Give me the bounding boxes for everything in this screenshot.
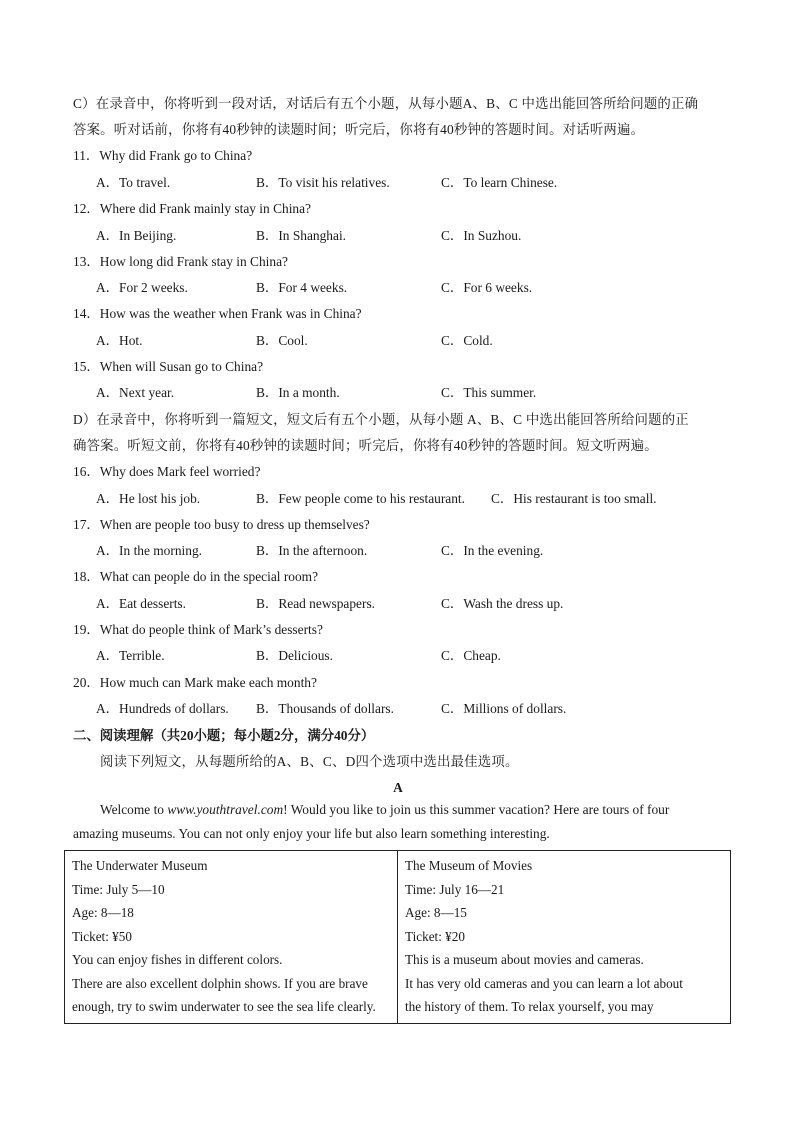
question-20-options: [96, 700, 736, 718]
intro-before-url: Welcome to: [100, 802, 168, 817]
reading-section-title: 二、阅读理解（共20小题；每小题2分，满分40分）: [73, 728, 375, 743]
question-12-option-c[interactable]: C．In Suzhou.: [441, 228, 522, 243]
reading-instruction: 阅读下列短文，从每题所给的A、B、C、D四个选项中选出最佳选项。: [100, 754, 519, 769]
question-18-option-c[interactable]: C．Wash the dress up.: [441, 596, 564, 611]
question-14-options: [96, 332, 736, 350]
question-11-options: [96, 174, 736, 192]
question-16-option-b[interactable]: B．Few people come to his restaurant.: [256, 491, 465, 506]
question-17-option-b[interactable]: B．In the afternoon.: [256, 543, 368, 558]
section-c-instruction-line2: 答案。听对话前，你将有40秒钟的读题时间；听完后，你将有40秒钟的答题时间。对话听两遍。: [73, 122, 645, 137]
question-12-stem: 12．Where did Frank mainly stay in China?: [73, 201, 312, 216]
question-13-stem: 13．How long did Frank stay in China?: [73, 254, 288, 269]
question-18-options: [96, 595, 736, 613]
museum-tours-table: [64, 850, 731, 1024]
tour-cell-museum-of-movies: [398, 851, 731, 1024]
intro-after-url: ! Would you like to join us this summer vacation? Here are tours of four: [283, 802, 670, 817]
question-19-option-c[interactable]: C．Cheap.: [441, 648, 501, 663]
tour-description-line: This is a museum about movies and cameras.: [405, 952, 644, 967]
passage-label: A: [393, 780, 403, 795]
section-d-instruction-line1: D）在录音中，你将听到一篇短文，短文后有五个小题，从每小题 A、B、C 中选出能回答所给问题的正: [73, 412, 689, 427]
question-14-option-a[interactable]: A．Hot.: [96, 333, 143, 348]
question-15-option-a[interactable]: A．Next year.: [96, 385, 175, 400]
question-12-option-a[interactable]: A．In Beijing.: [96, 228, 177, 243]
question-17-options: [96, 542, 736, 560]
tour-time: Time: July 5—10: [72, 881, 165, 897]
question-11-option-b[interactable]: B．To visit his relatives.: [256, 175, 390, 190]
tour-cell-underwater-museum: [65, 851, 398, 1024]
tour-description-line: the history of them. To relax yourself, you may: [405, 999, 654, 1014]
section-d-instruction-line2: 确答案。听短文前，你将有40秒钟的读题时间；听完后，你将有40秒钟的答题时间。短文听两遍。: [73, 438, 658, 453]
question-14-stem: 14．How was the weather when Frank was in China?: [73, 306, 362, 321]
question-18-option-b[interactable]: B．Read newspapers.: [256, 596, 375, 611]
question-14-option-c[interactable]: C．Cold.: [441, 333, 493, 348]
question-20-stem: 20．How much can Mark make each month?: [73, 675, 317, 690]
question-17-option-c[interactable]: C．In the evening.: [441, 543, 544, 558]
question-20-option-a[interactable]: A．Hundreds of dollars.: [96, 701, 229, 716]
question-11-stem: 11．Why did Frank go to China?: [73, 148, 253, 163]
question-15-option-c[interactable]: C．This summer.: [441, 385, 537, 400]
tour-description-line: enough, try to swim underwater to see the sea life clearly.: [72, 999, 376, 1014]
tour-age: Age: 8—15: [405, 905, 467, 920]
question-14-option-b[interactable]: B．Cool.: [256, 333, 308, 348]
question-11-option-a[interactable]: A．To travel.: [96, 175, 171, 190]
question-16-option-a[interactable]: A．He lost his job.: [96, 491, 201, 506]
question-18-stem: 18．What can people do in the special room?: [73, 569, 319, 584]
tour-description-line: It has very old cameras and you can learn a lot about: [405, 975, 683, 991]
question-19-option-a[interactable]: A．Terrible.: [96, 648, 165, 663]
question-17-option-a[interactable]: A．In the morning.: [96, 543, 202, 558]
tour-description-line: You can enjoy fishes in different colors.: [72, 952, 283, 967]
section-c-instruction-line1: C）在录音中，你将听到一段对话，对话后有五个小题，从每小题A、B、C 中选出能回答所给问题的正确: [73, 96, 699, 111]
question-11-option-c[interactable]: C．To learn Chinese.: [441, 175, 558, 190]
question-13-options: [96, 279, 736, 297]
question-16-options: [96, 490, 736, 508]
question-13-option-b[interactable]: B．For 4 weeks.: [256, 280, 348, 295]
question-16-stem: 16．Why does Mark feel worried?: [73, 464, 261, 479]
tour-name: The Underwater Museum: [72, 858, 208, 873]
question-18-option-a[interactable]: A．Eat desserts.: [96, 596, 186, 611]
question-15-option-b[interactable]: B．In a month.: [256, 385, 340, 400]
question-19-options: [96, 647, 736, 665]
question-12-option-b[interactable]: B．In Shanghai.: [256, 228, 347, 243]
tour-ticket: Ticket: ¥50: [72, 928, 132, 944]
tour-ticket: Ticket: ¥20: [405, 928, 465, 944]
tour-time: Time: July 16—21: [405, 881, 505, 897]
question-15-options: [96, 384, 736, 402]
passage-intro-line2: amazing museums. You can not only enjoy your life but also learn something interesting.: [73, 826, 550, 841]
question-20-option-c[interactable]: C．Millions of dollars.: [441, 701, 567, 716]
question-13-option-c[interactable]: C．For 6 weeks.: [441, 280, 533, 295]
tour-description-line: There are also excellent dolphin shows. If you are brave: [72, 975, 368, 991]
question-19-option-b[interactable]: B．Delicious.: [256, 648, 333, 663]
question-17-stem: 17．When are people too busy to dress up themselves?: [73, 517, 370, 532]
question-20-option-b[interactable]: B．Thousands of dollars.: [256, 701, 394, 716]
question-13-option-a[interactable]: A．For 2 weeks.: [96, 280, 188, 295]
question-15-stem: 15．When will Susan go to China?: [73, 359, 264, 374]
passage-intro-line1: [100, 801, 723, 819]
question-19-stem: 19．What do people think of Mark’s desserts?: [73, 622, 323, 637]
question-16-option-c[interactable]: C．His restaurant is too small.: [491, 491, 657, 506]
table-row: [65, 851, 731, 1024]
question-12-options: [96, 227, 736, 245]
tour-age: Age: 8—18: [72, 905, 134, 920]
tour-name: The Museum of Movies: [405, 858, 533, 873]
website-link[interactable]: www.youthtravel.com: [167, 802, 284, 817]
